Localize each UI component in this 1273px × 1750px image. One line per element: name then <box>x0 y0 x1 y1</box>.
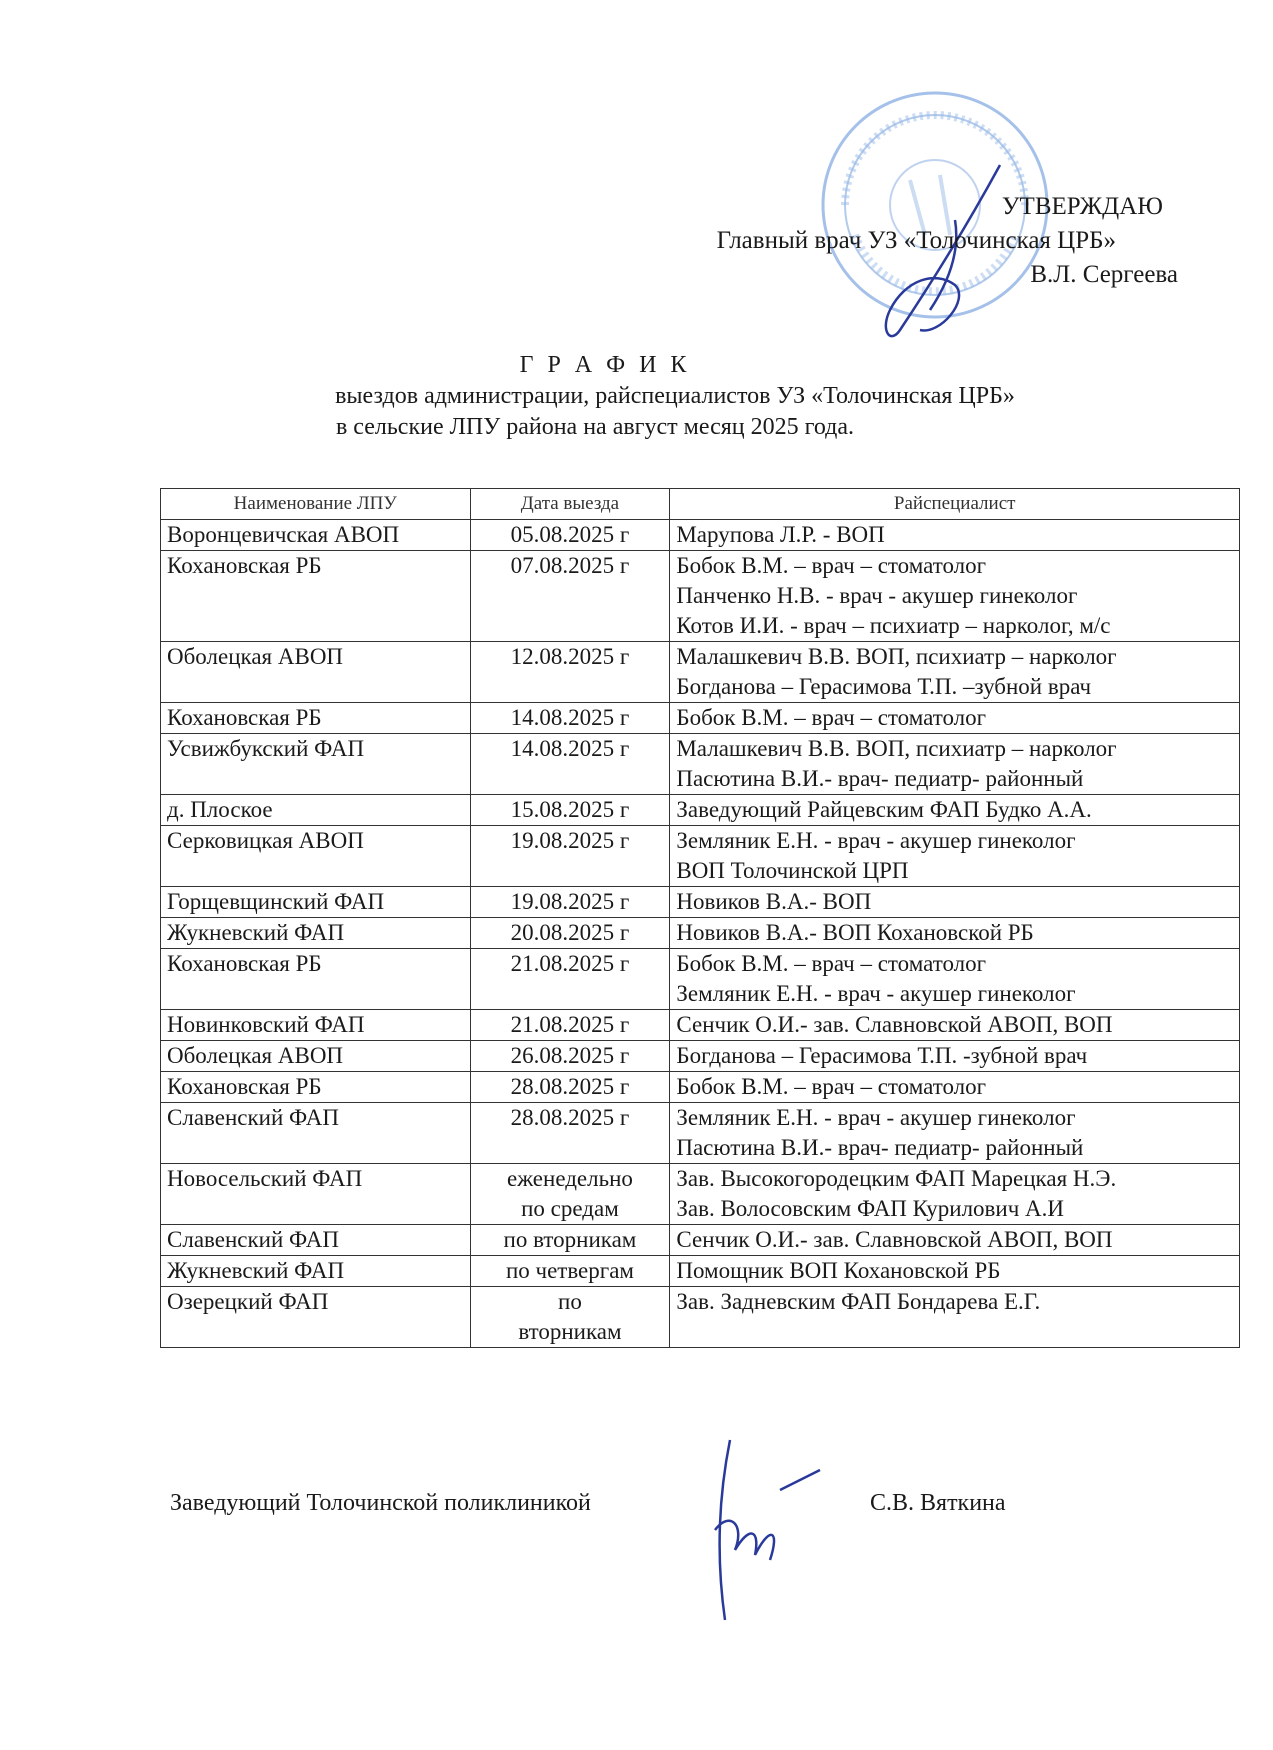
date-cell <box>470 1164 670 1225</box>
lpu-cell: Новосельский ФАП <box>161 1164 471 1225</box>
date-cell <box>470 642 670 703</box>
specialist-cell <box>670 1041 1240 1072</box>
table-row <box>161 1041 1240 1072</box>
date-cell <box>470 887 670 918</box>
date-cell <box>470 949 670 1010</box>
date-line: 05.08.2025 г <box>510 522 630 547</box>
specialist-line: Сенчик О.И.- зав. Славновской АВОП, ВОП <box>676 1012 1113 1037</box>
specialist-cell <box>670 1287 1240 1348</box>
date-line: по вторникам <box>503 1227 637 1252</box>
lpu-cell: Жукневский ФАП <box>161 1256 471 1287</box>
polyclinic-head-signature <box>700 1430 830 1630</box>
lpu-cell: Кохановская РБ <box>161 1072 471 1103</box>
approval-name: В.Л. Сергеева <box>1030 261 1178 288</box>
specialist-line: Бобок В.М. – врач – стоматолог <box>676 553 987 578</box>
date-line: 28.08.2025 г <box>510 1105 630 1130</box>
specialist-cell <box>670 1256 1240 1287</box>
date-line: 19.08.2025 г <box>510 828 630 853</box>
date-cell <box>470 1287 670 1348</box>
table-row <box>161 1103 1240 1164</box>
date-cell <box>470 703 670 734</box>
date-cell <box>470 1103 670 1164</box>
lpu-cell: Оболецкая АВОП <box>161 642 471 703</box>
approval-position: Главный врач УЗ «Толочинская ЦРБ» <box>716 227 1116 254</box>
specialist-cell <box>670 1010 1240 1041</box>
date-line: 21.08.2025 г <box>510 951 630 976</box>
specialist-line: Зав. Задневским ФАП Бондарева Е.Г. <box>676 1289 1041 1314</box>
table-row <box>161 734 1240 795</box>
table-row <box>161 520 1240 551</box>
date-cell <box>470 1225 670 1256</box>
lpu-cell: Оболецкая АВОП <box>161 1041 471 1072</box>
specialist-line: Пасютина В.И.- врач- педиатр- районный <box>676 766 1084 791</box>
specialist-line: Земляник Е.Н. - врач - акушер гинеколог <box>676 828 1076 853</box>
specialist-cell <box>670 642 1240 703</box>
lpu-cell: Новинковский ФАП <box>161 1010 471 1041</box>
table-row <box>161 1010 1240 1041</box>
date-cell <box>470 795 670 826</box>
date-cell <box>470 918 670 949</box>
footer-position: Заведующий Толочинской поликлиникой <box>170 1490 591 1516</box>
specialist-cell <box>670 703 1240 734</box>
lpu-cell: Серковицкая АВОП <box>161 826 471 887</box>
specialist-line: Пасютина В.И.- врач- педиатр- районный <box>676 1135 1084 1160</box>
table-row <box>161 949 1240 1010</box>
specialist-cell <box>670 826 1240 887</box>
table-row <box>161 1164 1240 1225</box>
specialist-line: Бобок В.М. – врач – стоматолог <box>676 705 987 730</box>
date-line: 19.08.2025 г <box>510 889 630 914</box>
specialist-line: Помощник ВОП Кохановской РБ <box>676 1258 1001 1283</box>
date-line: по <box>558 1289 582 1314</box>
date-cell <box>470 826 670 887</box>
approval-block <box>717 190 1178 292</box>
specialist-line: Богданова – Герасимова Т.П. -зубной врач <box>676 1043 1088 1068</box>
specialist-cell <box>670 887 1240 918</box>
specialist-cell <box>670 918 1240 949</box>
lpu-cell: Кохановская РБ <box>161 551 471 642</box>
specialist-cell <box>670 1072 1240 1103</box>
date-cell <box>470 1072 670 1103</box>
lpu-cell: Жукневский ФАП <box>161 918 471 949</box>
date-line: 12.08.2025 г <box>510 644 630 669</box>
specialist-line: Марупова Л.Р. - ВОП <box>676 522 885 547</box>
specialist-line: Новиков В.А.- ВОП <box>676 889 872 914</box>
table-row <box>161 918 1240 949</box>
specialist-cell <box>670 1164 1240 1225</box>
lpu-cell: Усвижбукский ФАП <box>161 734 471 795</box>
date-line: 07.08.2025 г <box>510 553 630 578</box>
specialist-cell <box>670 1103 1240 1164</box>
lpu-cell: Горщевщинский ФАП <box>161 887 471 918</box>
specialist-line: Панченко Н.В. - врач - акушер гинеколог <box>676 583 1078 608</box>
date-cell <box>470 734 670 795</box>
lpu-cell: Озерецкий ФАП <box>161 1287 471 1348</box>
specialist-line: Богданова – Герасимова Т.П. –зубной врач <box>676 674 1092 699</box>
table-row <box>161 703 1240 734</box>
table-row <box>161 795 1240 826</box>
lpu-cell: Кохановская РБ <box>161 949 471 1010</box>
table-row <box>161 1225 1240 1256</box>
date-cell <box>470 1010 670 1041</box>
specialist-line: Заведующий Райцевским ФАП Будко А.А. <box>676 797 1092 822</box>
specialist-line: Котов И.И. - врач – психиатр – нарколог, м/с <box>676 613 1111 638</box>
title-line-2: выездов администрации, райспециалистов УЗ «Толочинская ЦРБ» <box>335 383 1015 409</box>
lpu-cell: Славенский ФАП <box>161 1225 471 1256</box>
table-row <box>161 642 1240 703</box>
schedule-body <box>161 520 1240 1348</box>
specialist-line: Зав. Высокогородецким ФАП Марецкая Н.Э. <box>676 1166 1117 1191</box>
date-line: еженедельно <box>507 1166 633 1191</box>
date-cell <box>470 520 670 551</box>
specialist-line: Малашкевич В.В. ВОП, психиатр – нарколог <box>676 736 1117 761</box>
specialist-line: Земляник Е.Н. - врач - акушер гинеколог <box>676 981 1076 1006</box>
document-title <box>240 350 1110 443</box>
lpu-cell: Кохановская РБ <box>161 703 471 734</box>
specialist-cell <box>670 1225 1240 1256</box>
lpu-cell: Воронцевичская АВОП <box>161 520 471 551</box>
specialist-line: Малашкевич В.В. ВОП, психиатр – нарколог <box>676 644 1117 669</box>
footer-name: С.В. Вяткина <box>870 1490 1006 1516</box>
specialist-cell <box>670 734 1240 795</box>
lpu-cell: Славенский ФАП <box>161 1103 471 1164</box>
specialist-cell <box>670 949 1240 1010</box>
header-specialist: Райспециалист <box>670 489 1240 520</box>
approval-heading: УТВЕРЖДАЮ <box>1001 193 1163 220</box>
date-line: 20.08.2025 г <box>510 920 630 945</box>
table-row <box>161 826 1240 887</box>
specialist-cell <box>670 520 1240 551</box>
date-cell <box>470 1041 670 1072</box>
date-cell <box>470 1256 670 1287</box>
table-row <box>161 887 1240 918</box>
header-lpu: Наименование ЛПУ <box>161 489 471 520</box>
header-date: Дата выезда <box>470 489 670 520</box>
specialist-line: Бобок В.М. – врач – стоматолог <box>676 1074 987 1099</box>
date-line: по средам <box>521 1196 619 1221</box>
date-line: 14.08.2025 г <box>510 705 630 730</box>
table-row <box>161 551 1240 642</box>
specialist-line: Земляник Е.Н. - врач - акушер гинеколог <box>676 1105 1076 1130</box>
specialist-cell <box>670 551 1240 642</box>
date-line: вторникам <box>518 1319 622 1344</box>
schedule-table <box>160 488 1240 1348</box>
table-header-row <box>161 489 1240 520</box>
lpu-cell: д. Плоское <box>161 795 471 826</box>
date-line: 14.08.2025 г <box>510 736 630 761</box>
specialist-line: Бобок В.М. – врач – стоматолог <box>676 951 987 976</box>
specialist-line: Новиков В.А.- ВОП Кохановской РБ <box>676 920 1034 945</box>
table-row <box>161 1072 1240 1103</box>
specialist-line: Сенчик О.И.- зав. Славновской АВОП, ВОП <box>676 1227 1113 1252</box>
specialist-cell <box>670 795 1240 826</box>
table-row <box>161 1256 1240 1287</box>
date-line: 21.08.2025 г <box>510 1012 630 1037</box>
table-row <box>161 1287 1240 1348</box>
date-line: 15.08.2025 г <box>510 797 630 822</box>
date-line: 26.08.2025 г <box>510 1043 630 1068</box>
title-line-3: в сельские ЛПУ района на август месяц 2025 года. <box>335 414 855 440</box>
specialist-line: Зав. Волосовским ФАП Курилович А.И <box>676 1196 1065 1221</box>
date-cell <box>470 551 670 642</box>
title-line-1: Г Р А Ф И К <box>519 352 691 378</box>
specialist-line: ВОП Толочинской ЦРП <box>676 858 909 883</box>
date-line: по четвергам <box>505 1258 634 1283</box>
date-line: 28.08.2025 г <box>510 1074 630 1099</box>
